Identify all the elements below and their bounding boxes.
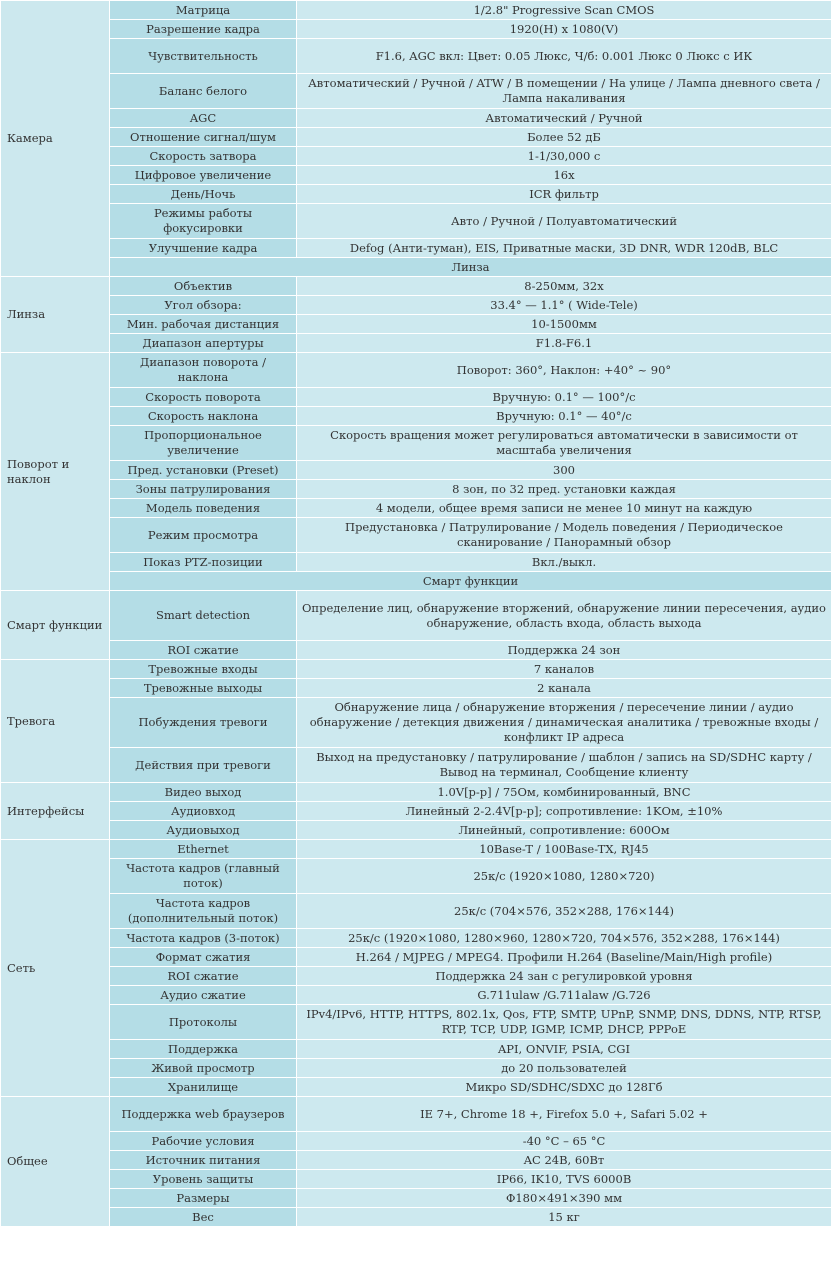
- param-label: Smart detection: [110, 591, 297, 641]
- param-label: Отношение сигнал/шум: [110, 128, 297, 147]
- table-row: [1, 553, 831, 572]
- group-alarm: Тревога: [1, 660, 110, 783]
- group-interfaces: Интерфейсы: [1, 783, 110, 840]
- param-value: F1.6, AGC вкл: Цвет: 0.05 Люкс, Ч/б: 0.001 Люкс 0 Люкс с ИК: [297, 39, 831, 74]
- table-row: [1, 679, 831, 698]
- param-value: Поддержка 24 зан с регулировкой уровня: [297, 967, 831, 986]
- table-row: [1, 1059, 831, 1078]
- param-label: Хранилище: [110, 1078, 297, 1097]
- table-row: [1, 1005, 831, 1040]
- param-label: Размеры: [110, 1189, 297, 1208]
- param-label: Пропорциональное увеличение: [110, 426, 297, 461]
- table-row: [1, 1040, 831, 1059]
- param-label: Формат сжатия: [110, 948, 297, 967]
- table-row: [1, 1151, 831, 1170]
- table-row: [1, 20, 831, 39]
- param-label: Угол обзора:: [110, 296, 297, 315]
- table-row: [1, 986, 831, 1005]
- param-label: Рабочие условия: [110, 1132, 297, 1151]
- param-value: Вручную: 0.1° — 100°/с: [297, 388, 831, 407]
- param-value: 15 кг: [297, 1208, 831, 1227]
- param-label: Уровень защиты: [110, 1170, 297, 1189]
- param-label: Скорость наклона: [110, 407, 297, 426]
- table-row: [1, 334, 831, 353]
- param-label: Диапазон апертуры: [110, 334, 297, 353]
- param-value: Скорость вращения может регулироваться автоматически в зависимости от масштаба увеличения: [297, 426, 831, 461]
- param-label: Протоколы: [110, 1005, 297, 1040]
- param-value: AC 24В, 60Вт: [297, 1151, 831, 1170]
- param-label: Цифровое увеличение: [110, 166, 297, 185]
- param-value: IE 7+, Chrome 18 +, Firefox 5.0 +, Safari 5.02 +: [297, 1097, 831, 1132]
- param-label: Аудиовход: [110, 802, 297, 821]
- table-row: [1, 698, 831, 748]
- param-label: Мин. рабочая дистанция: [110, 315, 297, 334]
- table-row: [1, 388, 831, 407]
- param-label: ROI сжатие: [110, 967, 297, 986]
- param-label: Действия при тревоги: [110, 748, 297, 783]
- table-row: [1, 407, 831, 426]
- param-label: Источник питания: [110, 1151, 297, 1170]
- param-label: Разрешение кадра: [110, 20, 297, 39]
- param-value: Вручную: 0.1° — 40°/с: [297, 407, 831, 426]
- table-row: [1, 894, 831, 929]
- param-value: 1920(H) x 1080(V): [297, 20, 831, 39]
- group-smart: Смарт функции: [1, 591, 110, 660]
- param-label: Тревожные входы: [110, 660, 297, 679]
- param-value: Вкл./выкл.: [297, 553, 831, 572]
- table-row: [1, 821, 831, 840]
- section-header-lens: Линза: [110, 258, 831, 277]
- param-value: 10Base-T / 100Base-TX, RJ45: [297, 840, 831, 859]
- table-row: [1, 277, 831, 296]
- param-value: Φ180×491×390 мм: [297, 1189, 831, 1208]
- param-value: 7 каналов: [297, 660, 831, 679]
- group-ptz: Поворот и наклон: [1, 353, 110, 591]
- param-value: -40 °C – 65 °C: [297, 1132, 831, 1151]
- param-value: Выход на предустановку / патрулирование / шаблон / запись на SD/SDHC карту / Вывод на терминал, Сообщение клиенту: [297, 748, 831, 783]
- param-value: 2 канала: [297, 679, 831, 698]
- param-label: Зоны патрулирования: [110, 480, 297, 499]
- param-value: Автоматический / Ручной / ATW / В помещении / На улице / Лампа дневного света / Лампа накаливания: [297, 74, 831, 109]
- param-label: Диапазон поворота / наклона: [110, 353, 297, 388]
- table-row: [1, 166, 831, 185]
- table-row: [1, 1208, 831, 1227]
- param-label: Баланс белого: [110, 74, 297, 109]
- param-label: AGC: [110, 109, 297, 128]
- param-value: H.264 / MJPEG / MPEG4. Профили H.264 (Baseline/Main/High profile): [297, 948, 831, 967]
- param-label: Частота кадров (главный поток): [110, 859, 297, 894]
- param-label: Пред. установки (Preset): [110, 461, 297, 480]
- param-label: Режимы работы фокусировки: [110, 204, 297, 239]
- param-value: Автоматический / Ручной: [297, 109, 831, 128]
- table-row: [1, 783, 831, 802]
- table-row: [1, 1, 831, 20]
- table-row: [1, 840, 831, 859]
- table-row: [1, 128, 831, 147]
- param-value: Линейный, сопротивление: 600Ом: [297, 821, 831, 840]
- param-label: Показ PTZ-позиции: [110, 553, 297, 572]
- table-row: [1, 109, 831, 128]
- param-label: Тревожные выходы: [110, 679, 297, 698]
- param-label: Поддержка web браузеров: [110, 1097, 297, 1132]
- param-label: Вес: [110, 1208, 297, 1227]
- table-row: [1, 929, 831, 948]
- param-label: День/Ночь: [110, 185, 297, 204]
- param-label: Скорость затвора: [110, 147, 297, 166]
- table-row: [1, 660, 831, 679]
- table-row: [1, 748, 831, 783]
- table-row: [1, 967, 831, 986]
- param-value: до 20 пользователей: [297, 1059, 831, 1078]
- param-value: Поворот: 360°, Наклон: +40° ~ 90°: [297, 353, 831, 388]
- group-network: Сеть: [1, 840, 110, 1097]
- table-row: [1, 204, 831, 239]
- param-label: Объектив: [110, 277, 297, 296]
- table-row: [1, 641, 831, 660]
- table-row: [1, 859, 831, 894]
- table-row: [1, 39, 831, 74]
- param-label: Частота кадров (дополнительный поток): [110, 894, 297, 929]
- table-row: [1, 1189, 831, 1208]
- param-label: Побуждения тревоги: [110, 698, 297, 748]
- param-value: Более 52 дБ: [297, 128, 831, 147]
- param-label: Чувствительность: [110, 39, 297, 74]
- table-row: [1, 147, 831, 166]
- param-value: 1/2.8" Progressive Scan CMOS: [297, 1, 831, 20]
- table-row: [1, 353, 831, 388]
- param-label: Модель поведения: [110, 499, 297, 518]
- param-value: API, ONVIF, PSIA, CGI: [297, 1040, 831, 1059]
- param-label: Режим просмотра: [110, 518, 297, 553]
- param-value: 25к/с (1920×1080, 1280×720): [297, 859, 831, 894]
- param-value: IPv4/IPv6, HTTP, HTTPS, 802.1x, Qos, FTP, SMTP, UPnP, SNMP, DNS, DDNS, NTP, RTSP, RTP, TCP, UDP, IGMP, ICMP, DHCP, PPPoE: [297, 1005, 831, 1040]
- table-row: [1, 296, 831, 315]
- param-value: IP66, IK10, TVS 6000В: [297, 1170, 831, 1189]
- param-value: 25к/с (704×576, 352×288, 176×144): [297, 894, 831, 929]
- table-row: [1, 802, 831, 821]
- param-value: Авто / Ручной / Полуавтоматический: [297, 204, 831, 239]
- param-value: 33.4° — 1.1° ( Wide-Tele): [297, 296, 831, 315]
- param-value: Определение лиц, обнаружение вторжений, обнаружение линии пересечения, аудио обнаружение, область входа, область выхода: [297, 591, 831, 641]
- param-value: Предустановка / Патрулирование / Модель поведения / Периодическое сканирование / Панорамный обзор: [297, 518, 831, 553]
- group-lens: Линза: [1, 277, 110, 353]
- param-label: Ethernet: [110, 840, 297, 859]
- group-general: Общее: [1, 1097, 110, 1227]
- table-row: [1, 315, 831, 334]
- param-label: Матрица: [110, 1, 297, 20]
- table-row: [1, 461, 831, 480]
- param-value: 25к/с (1920×1080, 1280×960, 1280×720, 704×576, 352×288, 176×144): [297, 929, 831, 948]
- param-value: 8 зон, по 32 пред. установки каждая: [297, 480, 831, 499]
- param-value: 8-250мм, 32x: [297, 277, 831, 296]
- param-value: Микро SD/SDHC/SDXC до 128Гб: [297, 1078, 831, 1097]
- param-label: Улучшение кадра: [110, 239, 297, 258]
- param-value: 300: [297, 461, 831, 480]
- table-row: [1, 426, 831, 461]
- table-row: [1, 1078, 831, 1097]
- table-row: [1, 948, 831, 967]
- table-row: [1, 480, 831, 499]
- param-value: ICR фильтр: [297, 185, 831, 204]
- param-label: Поддержка: [110, 1040, 297, 1059]
- param-value: Defog (Анти-туман), EIS, Приватные маски, 3D DNR, WDR 120dB, BLC: [297, 239, 831, 258]
- section-row: [1, 258, 831, 277]
- section-header-smart: Смарт функции: [110, 572, 831, 591]
- param-value: 16x: [297, 166, 831, 185]
- param-label: ROI сжатие: [110, 641, 297, 660]
- section-row: [1, 572, 831, 591]
- param-label: Живой просмотр: [110, 1059, 297, 1078]
- table-row: [1, 591, 831, 641]
- table-row: [1, 239, 831, 258]
- param-value: G.711ulaw /G.711alaw /G.726: [297, 986, 831, 1005]
- table-row: [1, 74, 831, 109]
- param-value: 4 модели, общее время записи не менее 10 минут на каждую: [297, 499, 831, 518]
- param-label: Аудиовыход: [110, 821, 297, 840]
- table-row: [1, 499, 831, 518]
- param-label: Аудио сжатие: [110, 986, 297, 1005]
- param-label: Частота кадров (3-поток): [110, 929, 297, 948]
- table-row: [1, 1097, 831, 1132]
- param-value: Поддержка 24 зон: [297, 641, 831, 660]
- param-value: F1.8-F6.1: [297, 334, 831, 353]
- table-row: [1, 518, 831, 553]
- param-value: 1-1/30,000 с: [297, 147, 831, 166]
- param-value: Линейный 2-2.4V[p-p]; сопротивление: 1KОм, ±10%: [297, 802, 831, 821]
- param-label: Скорость поворота: [110, 388, 297, 407]
- table-row: [1, 1132, 831, 1151]
- group-camera: Камера: [1, 1, 110, 277]
- param-value: Обнаружение лица / обнаружение вторжения / пересечение линии / аудио обнаружение / детекция движения / динамическая аналитика / тревожные входы / конфликт IP адреса: [297, 698, 831, 748]
- param-label: Видео выход: [110, 783, 297, 802]
- table-row: [1, 1170, 831, 1189]
- param-value: 10-1500мм: [297, 315, 831, 334]
- table-row: [1, 185, 831, 204]
- param-value: 1.0V[p-p] / 75Ом, комбинированный, BNC: [297, 783, 831, 802]
